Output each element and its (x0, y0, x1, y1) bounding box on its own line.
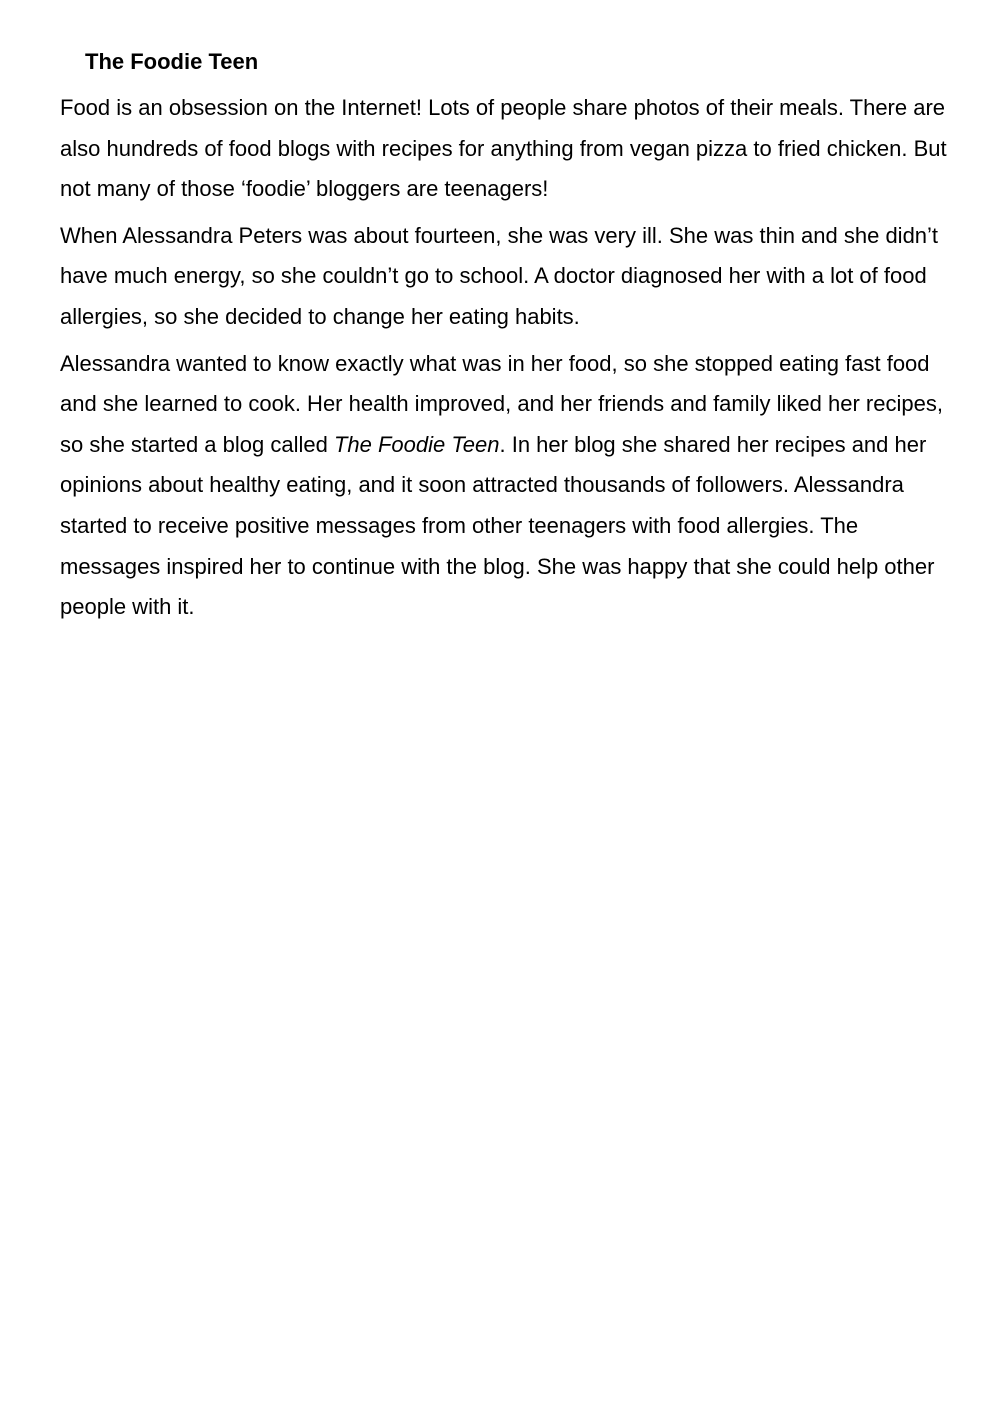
paragraph-blog (60, 344, 950, 628)
article-title: The Foodie Teen (85, 49, 259, 74)
paragraph-blog-text-before: Alessandra wanted to know exactly what was in her food, so she stopped eating fast food and she learned to cook. Her health improved, and her friends and family liked her recipes, so she started a blog called (60, 350, 943, 457)
blog-name: The Foodie Teen (333, 431, 500, 457)
paragraph-blog-text-after: . In her blog she shared her recipes and her opinions about healthy eating, and it soon attracted thousands of followers. Alessandra started to receive positive messages from other teenagers with food allergies. The messages inspired her to continue with the blog. She was happy that she could help other people with it. (60, 431, 935, 620)
paragraph-illness: When Alessandra Peters was about fourteen, she was very ill. She was thin and she didn’t have much energy, so she couldn’t go to school. A doctor diagnosed her with a lot of food allergies, so she decided to change her eating habits. (60, 222, 939, 329)
document-page (60, 46, 950, 634)
paragraph-intro: Food is an obsession on the Internet! Lots of people share photos of their meals. There are also hundreds of food blogs with recipes for anything from vegan pizza to fried chicken. But not many of those ‘foodie’ bloggers are teenagers! (60, 95, 947, 202)
